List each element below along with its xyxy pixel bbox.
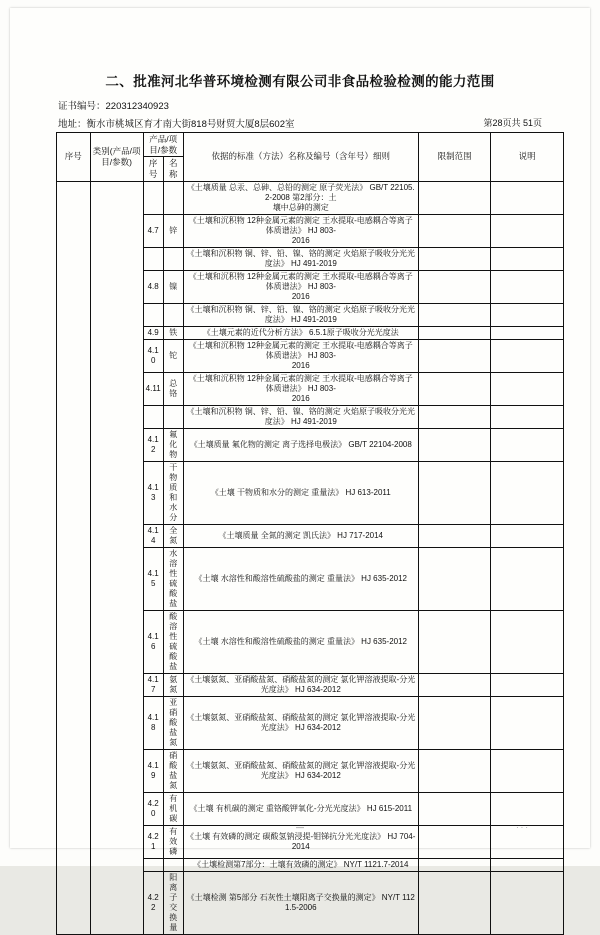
cell-limit	[418, 673, 491, 696]
cell-sub-num	[143, 303, 163, 326]
cell-sub-name: 水溶性硫酸盐	[163, 547, 183, 610]
cell-sub-num	[143, 181, 163, 214]
cell-standard	[183, 547, 418, 610]
standard-line: 《土壤和沉积物 12种金属元素的测定 王水提取-电感耦合等离子体质谱法》 HJ 803-	[188, 215, 413, 235]
cell-sub-name: 氟化物	[163, 428, 183, 461]
cell-sub-name: 锌	[163, 214, 183, 247]
table-head	[57, 133, 564, 182]
cell-standard	[183, 405, 418, 428]
cell-limit	[418, 405, 491, 428]
cell-sub-num: 4.7	[143, 214, 163, 247]
cell-sub-num: 4.17	[143, 673, 163, 696]
cell-limit	[418, 270, 491, 303]
standard-line: 《土壤 干物质和水分的测定 重量法》 HJ 613-2011	[210, 487, 391, 497]
cell-limit	[418, 181, 491, 214]
col-header-seq: 序号	[57, 133, 91, 182]
cell-sub-name: 干物质和水分	[163, 461, 183, 524]
cell-sub-num: 4.21	[143, 825, 163, 858]
cell-note	[491, 303, 564, 326]
cell-limit	[418, 749, 491, 792]
cell-sub-name: 总铬	[163, 372, 183, 405]
cell-note	[491, 749, 564, 792]
standard-line: 《土壤和沉积物 12种金属元素的测定 王水提取-电感耦合等离子体质谱法》 HJ 803-	[188, 271, 413, 291]
cell-note	[491, 461, 564, 524]
standard-line: 《土壤和沉积物 12种金属元素的测定 王水提取-电感耦合等离子体质谱法》 HJ 803-	[188, 340, 413, 360]
standard-line: 《土壤氨氮、亚硝酸盐氮、硝酸盐氮的测定 氯化钾溶液提取-分光光度法》 HJ 634-2012	[186, 760, 416, 780]
cell-standard	[183, 858, 418, 871]
cell-note	[491, 673, 564, 696]
cell-sub-name: 铊	[163, 339, 183, 372]
standard-line: 《土壤氨氮、亚硝酸盐氮、硝酸盐氮的测定 氯化钾溶液提取-分光光度法》 HJ 634-2012	[186, 712, 416, 732]
cell-note	[491, 214, 564, 247]
cell-sub-name: 铁	[163, 326, 183, 339]
cell-note	[491, 372, 564, 405]
cell-standard	[183, 871, 418, 934]
cell-limit	[418, 696, 491, 749]
col-header-sub-num: 序号	[143, 157, 163, 181]
cell-standard	[183, 673, 418, 696]
cell-standard	[183, 428, 418, 461]
cell-note	[491, 871, 564, 934]
standard-line: 《土壤 有机碳的测定 重铬酸钾氧化-分光光度法》 HJ 615-2011	[189, 803, 413, 813]
cell-limit	[418, 303, 491, 326]
cell-sub-num: 4.15	[143, 547, 163, 610]
cell-sub-name: 全氮	[163, 524, 183, 547]
company-address: 地址：衡水市桃城区育才南大街818号财贸大厦8层602室	[58, 119, 295, 130]
footer-right-mark: ···	[516, 823, 530, 832]
cell-note	[491, 547, 564, 610]
cell-standard	[183, 339, 418, 372]
cell-sub-num: 4.16	[143, 610, 163, 673]
cell-sub-name	[163, 405, 183, 428]
cell-sub-num: 4.12	[143, 428, 163, 461]
standard-line: 壤中总砷的测定	[272, 202, 329, 212]
cell-sub-name: 氨氮	[163, 673, 183, 696]
cell-limit	[418, 214, 491, 247]
cell-sub-num: 4.11	[143, 372, 163, 405]
cell-standard	[183, 696, 418, 749]
cell-standard	[183, 270, 418, 303]
standard-line: 2016	[291, 360, 310, 370]
cell-category	[90, 181, 143, 934]
standard-line: 《土壤 有效磷的测定 碳酸氢钠浸提-钼锑抗分光光度法》 HJ 704-2014	[186, 831, 416, 851]
col-header-category: 类别(产品/项目/参数)	[90, 133, 143, 182]
cell-sub-num	[143, 247, 163, 270]
cell-sub-num	[143, 858, 163, 871]
col-header-product-group: 产品/项目/参数	[143, 133, 183, 157]
cell-limit	[418, 428, 491, 461]
cell-limit	[418, 547, 491, 610]
cell-limit	[418, 247, 491, 270]
cell-sub-name	[163, 247, 183, 270]
cell-standard	[183, 372, 418, 405]
cell-sub-num: 4.18	[143, 696, 163, 749]
table-header-row	[57, 133, 564, 157]
cell-standard	[183, 461, 418, 524]
cell-limit	[418, 339, 491, 372]
cell-sub-num: 4.10	[143, 339, 163, 372]
cell-limit	[418, 326, 491, 339]
cell-sub-name	[163, 181, 183, 214]
cell-sub-num: 4.9	[143, 326, 163, 339]
standard-line: 2016	[291, 291, 310, 301]
col-header-limit: 限制范围	[418, 133, 491, 182]
cell-limit	[418, 871, 491, 934]
standard-line: 《土壤和沉积物 12种金属元素的测定 王水提取-电感耦合等离子体质谱法》 HJ 803-	[188, 373, 413, 393]
cell-sub-num: 4.22	[143, 871, 163, 934]
standard-line: 《土壤质量 氟化物的测定 离子选择电极法》 GB/T 22104-2008	[189, 439, 412, 449]
cell-note	[491, 858, 564, 871]
footer-mark: —	[296, 823, 304, 832]
cell-standard	[183, 247, 418, 270]
cell-note	[491, 181, 564, 214]
cell-note	[491, 524, 564, 547]
cell-sub-name: 亚硝酸盐氮	[163, 696, 183, 749]
cell-standard	[183, 610, 418, 673]
cell-sub-num: 4.14	[143, 524, 163, 547]
standard-line: 《土壤质量 全氮的测定 凯氏法》 HJ 717-2014	[218, 530, 383, 540]
page-number: 第28页共 51页	[483, 118, 542, 128]
cell-limit	[418, 372, 491, 405]
cell-note	[491, 405, 564, 428]
cell-standard	[183, 749, 418, 792]
paper-sheet	[10, 8, 590, 932]
cell-standard	[183, 303, 418, 326]
cell-standard	[183, 792, 418, 825]
col-header-note: 说明	[491, 133, 564, 182]
cell-sub-name: 硝酸盐氮	[163, 749, 183, 792]
cell-limit	[418, 461, 491, 524]
cell-limit	[418, 524, 491, 547]
cell-sub-name: 酸溶性硫酸盐	[163, 610, 183, 673]
cell-sub-num: 4.8	[143, 270, 163, 303]
cell-sub-name: 阳离子交换量	[163, 871, 183, 934]
standard-line: 《土壤质量 总汞、总砷、总铅的测定 原子荧光法》 GB/T 22105.2-2008 第2部分：土	[186, 182, 415, 202]
cell-note	[491, 696, 564, 749]
standard-line: 2016	[291, 235, 310, 245]
cell-note	[491, 428, 564, 461]
standard-line: 《土壤和沉积物 铜、锌、铅、镍、铬的测定 火焰原子吸收分光光度法》 HJ 491-2019	[186, 304, 415, 324]
cell-note	[491, 610, 564, 673]
cell-sub-name	[163, 303, 183, 326]
cell-sub-name: 有机碳	[163, 792, 183, 825]
page-title: 二、批准河北华普环境检测有限公司非食品检验检测的能力范围	[105, 74, 495, 89]
cell-note	[491, 247, 564, 270]
standard-line: 《土壤 水溶性和酸溶性硫酸盐的测定 重量法》 HJ 635-2012	[194, 573, 407, 583]
table-body	[57, 181, 564, 934]
capability-table	[56, 132, 564, 935]
cell-seq	[57, 181, 91, 934]
standard-line: 《土壤和沉积物 铜、锌、铅、镍、铬的测定 火焰原子吸收分光光度法》 HJ 491-2019	[186, 406, 415, 426]
cell-note	[491, 270, 564, 303]
cell-sub-name: 镍	[163, 270, 183, 303]
standard-line: 《土壤检测第7部分：土壤有效磷的测定》 NY/T 1121.7-2014	[193, 859, 409, 869]
standard-line: 《土壤氨氮、亚硝酸盐氮、硝酸盐氮的测定 氯化钾溶液提取-分光光度法》 HJ 634-2012	[186, 674, 416, 694]
cell-sub-num: 4.13	[143, 461, 163, 524]
standard-line: 《土壤和沉积物 铜、锌、铅、镍、铬的测定 火焰原子吸收分光光度法》 HJ 491-2019	[186, 248, 415, 268]
cell-limit	[418, 610, 491, 673]
standard-line: 《土壤检测 第5部分 石灰性土壤阳离子交换量的测定》 NY/T 1121.5-2006	[186, 892, 415, 912]
cell-sub-num	[143, 405, 163, 428]
cell-sub-num: 4.20	[143, 792, 163, 825]
cell-note	[491, 326, 564, 339]
cell-sub-name	[163, 858, 183, 871]
cell-note	[491, 339, 564, 372]
cell-limit	[418, 858, 491, 871]
col-header-standard: 依据的标准（方法）名称及编号（含年号）细则	[183, 133, 418, 182]
certificate-number: 证书编号：220312340923	[58, 101, 169, 112]
cell-note	[491, 792, 564, 825]
table-row	[57, 181, 564, 214]
col-header-sub-name: 名称	[163, 157, 183, 181]
cell-sub-name: 有效磷	[163, 825, 183, 858]
cell-limit	[418, 792, 491, 825]
cell-sub-num: 4.19	[143, 749, 163, 792]
cell-standard	[183, 326, 418, 339]
cell-standard	[183, 214, 418, 247]
standard-line: 《土壤 水溶性和酸溶性硫酸盐的测定 重量法》 HJ 635-2012	[194, 636, 407, 646]
standard-line: 《土壤元素的近代分析方法》 6.5.1原子吸收分光光度法	[202, 327, 399, 337]
cell-standard	[183, 524, 418, 547]
standard-line: 2016	[291, 393, 310, 403]
cell-standard	[183, 181, 418, 214]
